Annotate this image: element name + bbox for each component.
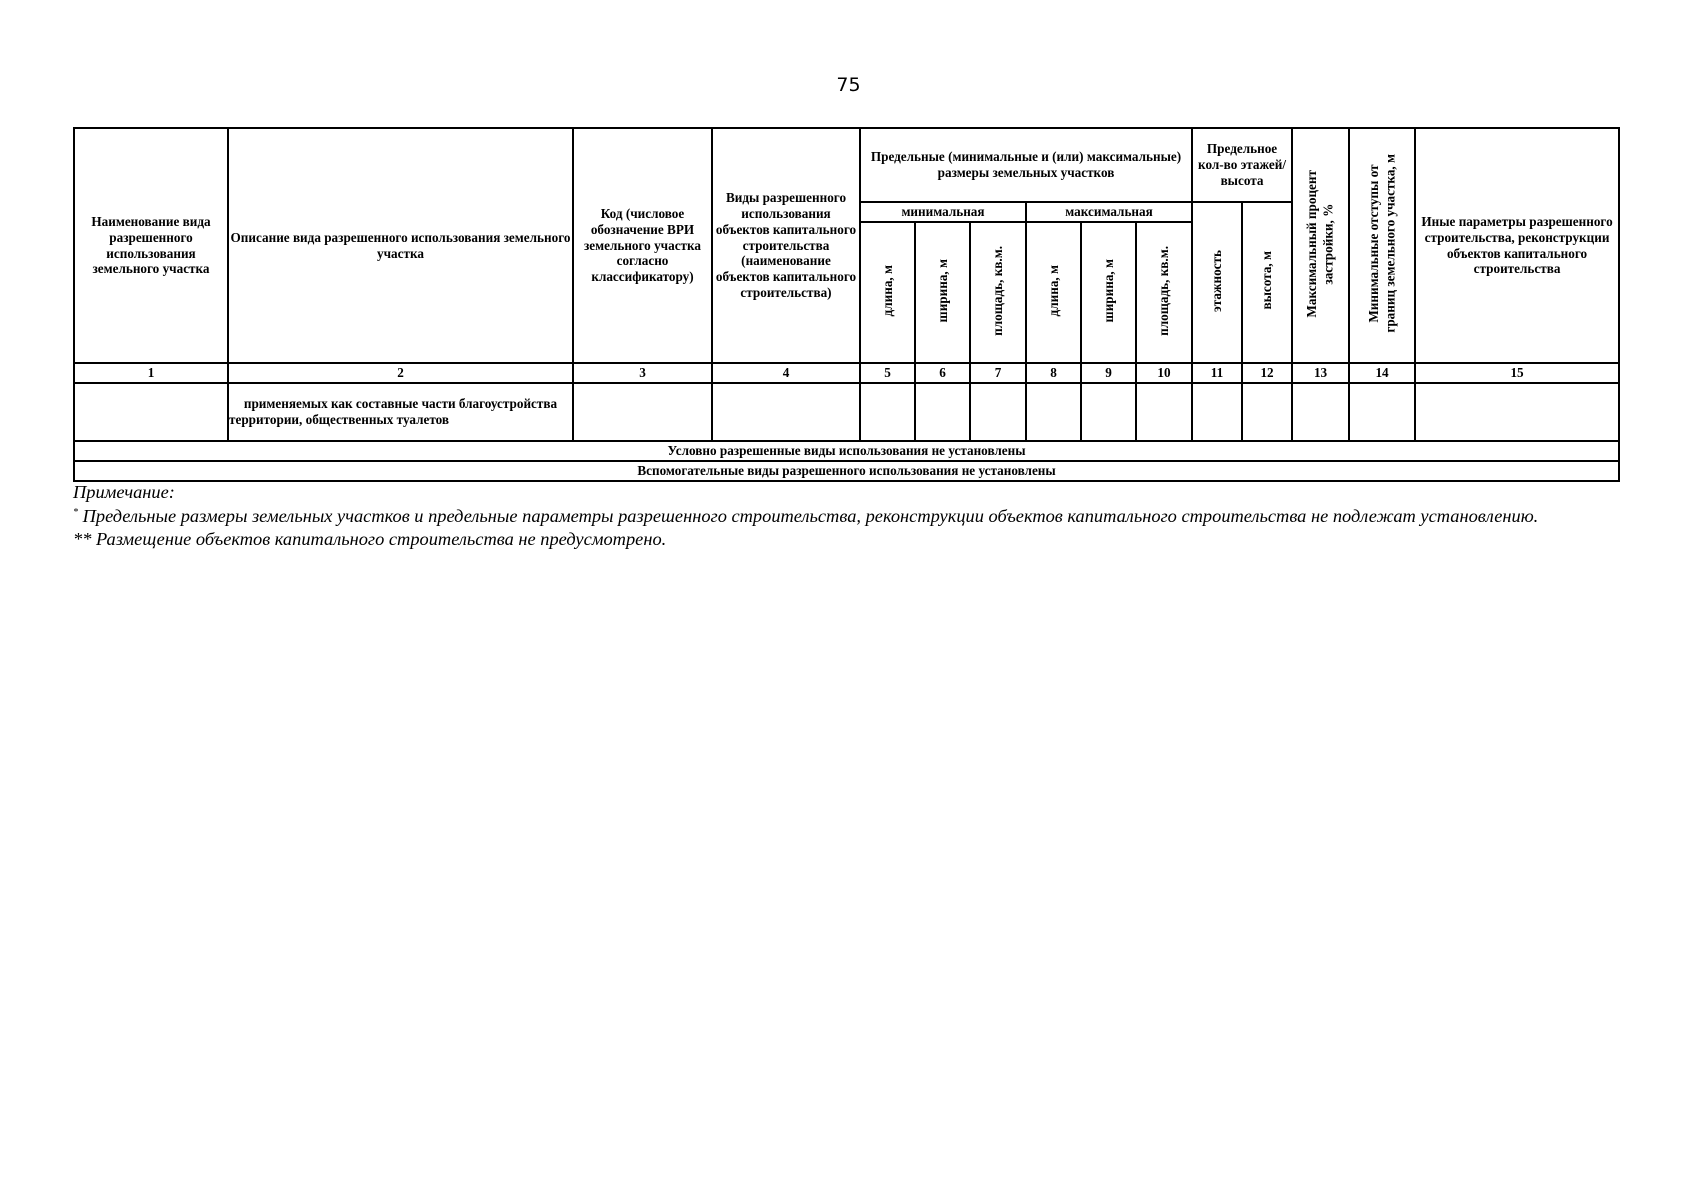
- header-max-area: площадь, кв.м.: [1136, 222, 1192, 363]
- note-1-text: Предельные размеры земельных участков и предельные параметры разрешенного строительства, реконструкции объектов капитального строительства не подлежат установлению.: [78, 505, 1539, 526]
- cell-empty: [860, 383, 915, 441]
- cell-empty: [1349, 383, 1415, 441]
- cell-empty: [573, 383, 712, 441]
- column-number: 7: [970, 363, 1026, 383]
- header-floors: этажность: [1192, 202, 1242, 363]
- column-number: 2: [228, 363, 573, 383]
- header-classifier-code: Код (числовое обозначение ВРИ земельного участка согласно классификатору): [573, 128, 712, 363]
- cell-empty: [970, 383, 1026, 441]
- header-min-setbacks: Минимальные отступы от границ земельного участка, м: [1349, 128, 1415, 363]
- header-max-length: длина, м: [1026, 222, 1081, 363]
- cell-empty: [1026, 383, 1081, 441]
- page-number: 75: [836, 74, 861, 96]
- notes-title: Примечание:: [73, 482, 175, 502]
- header-min-area: площадь, кв.м.: [970, 222, 1026, 363]
- note-1: [73, 505, 1618, 529]
- column-number: 5: [860, 363, 915, 383]
- column-number: 12: [1242, 363, 1292, 383]
- cell-empty: [712, 383, 860, 441]
- header-min-width: ширина, м: [915, 222, 970, 363]
- column-number-row: [74, 363, 1619, 383]
- header-minimum: минимальная: [860, 202, 1026, 222]
- column-number: 6: [915, 363, 970, 383]
- land-use-table: [73, 127, 1620, 482]
- header-floors-height-limit: Предельное кол-во этажей/ высота: [1192, 128, 1292, 202]
- column-number: 3: [573, 363, 712, 383]
- header-max-width: ширина, м: [1081, 222, 1136, 363]
- conditional-uses-row: Условно разрешенные виды использования не установлены: [74, 441, 1619, 461]
- cell-description: применяемых как составные части благоустройства территории, общественных туалетов: [228, 383, 573, 441]
- header-height: высота, м: [1242, 202, 1292, 363]
- header-max-building-percent: Максимальный процент застройки, %: [1292, 128, 1349, 363]
- cell-empty: [1192, 383, 1242, 441]
- column-number: 13: [1292, 363, 1349, 383]
- column-number: 8: [1026, 363, 1081, 383]
- header-min-length: длина, м: [860, 222, 915, 363]
- cell-empty: [1415, 383, 1619, 441]
- column-number: 4: [712, 363, 860, 383]
- cell-empty: [1136, 383, 1192, 441]
- header-land-use-description: Описание вида разрешенного использования земельного участка: [228, 128, 573, 363]
- header-other-parameters: Иные параметры разрешенного строительства, реконструкции объектов капитального строительства: [1415, 128, 1619, 363]
- cell-empty: [74, 383, 228, 441]
- cell-empty: [1292, 383, 1349, 441]
- header-land-use-name: Наименование вида разрешенного использования земельного участка: [74, 128, 228, 363]
- note-1-mark: *: [73, 506, 78, 518]
- table-row: [74, 383, 1619, 441]
- column-number: 15: [1415, 363, 1619, 383]
- header-maximum: максимальная: [1026, 202, 1192, 222]
- column-number: 1: [74, 363, 228, 383]
- header-plot-size-limits: Предельные (минимальные и (или) максимальные) размеры земельных участков: [860, 128, 1192, 202]
- auxiliary-uses-row: Вспомогательные виды разрешенного использования не установлены: [74, 461, 1619, 481]
- header-construction-use-types: Виды разрешенного использования объектов капитального строительства (наименование объектов капитального строительства): [712, 128, 860, 363]
- cell-empty: [1242, 383, 1292, 441]
- cell-empty: [915, 383, 970, 441]
- notes: [73, 481, 1618, 552]
- column-number: 11: [1192, 363, 1242, 383]
- column-number: 9: [1081, 363, 1136, 383]
- cell-empty: [1081, 383, 1136, 441]
- column-number: 14: [1349, 363, 1415, 383]
- column-number: 10: [1136, 363, 1192, 383]
- note-2: ** Размещение объектов капитального строительства не предусмотрено.: [73, 529, 667, 550]
